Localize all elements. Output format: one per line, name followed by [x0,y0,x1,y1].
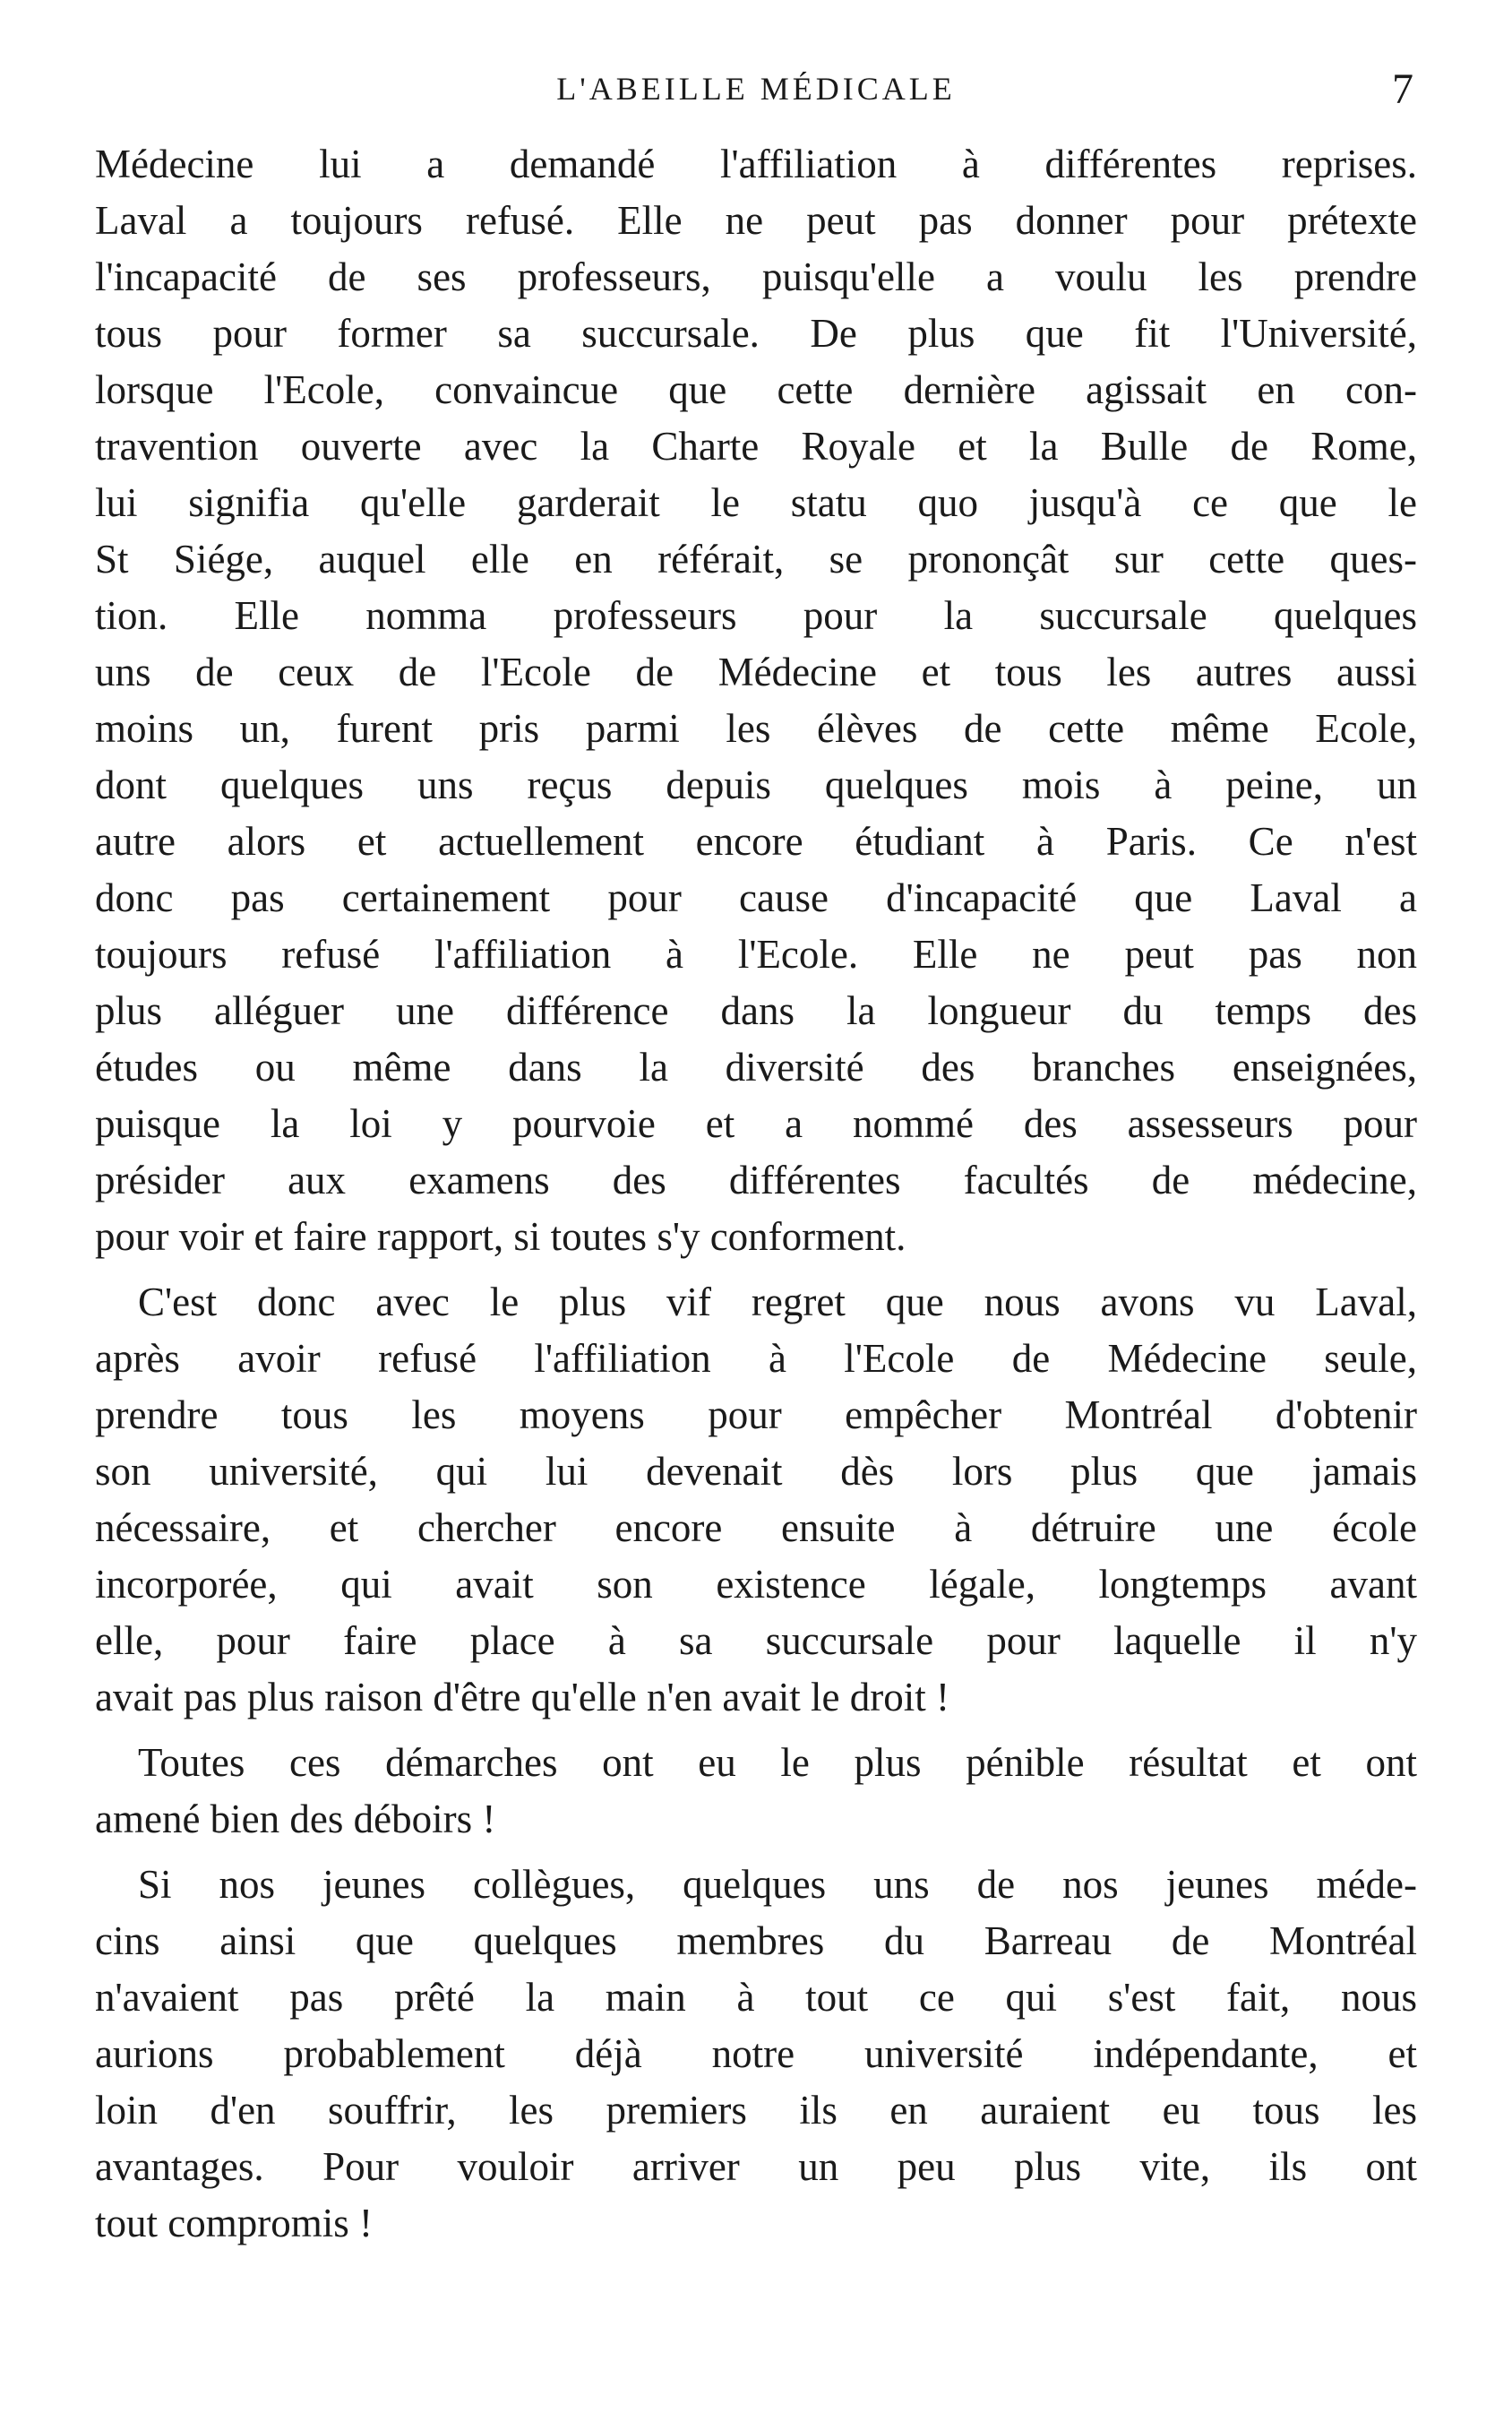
text-line: loin d'en souffrir, les premiers ils en auraient eu tous les [95,2088,1417,2133]
text-line: Médecine lui a demandé l'affiliation à différentes reprises. [95,142,1417,186]
running-head [0,65,1512,118]
text-line: plus alléguer une différence dans la longueur du temps des [95,988,1417,1033]
text-line: aurions probablement déjà notre université indépendante, et [95,2031,1417,2076]
text-line: puisque la loi y pourvoie et a nommé des assesseurs pour [95,1101,1417,1146]
text-line: C'est donc avec le plus vif regret que nous avons vu Laval, [138,1280,1417,1324]
text-line: pour voir et faire rapport, si toutes s'y conforment. [95,1214,906,1259]
text-line: avait pas plus raison d'être qu'elle n'en avait le droit ! [95,1675,950,1719]
text-line: n'avaient pas prêté la main à tout ce qui s'est fait, nous [95,1975,1417,2020]
running-title: L'ABEILLE MÉDICALE [556,71,956,107]
text-line: travention ouverte avec la Charte Royale et la Bulle de Rome, [95,424,1417,469]
text-line: autre alors et actuellement encore étudiant à Paris. Ce n'est [95,819,1417,864]
text-line: cins ainsi que quelques membres du Barreau de Montréal [95,1918,1417,1963]
text-line: amené bien des déboirs ! [95,1797,496,1841]
text-line: dont quelques uns reçus depuis quelques mois à peine, un [95,763,1417,807]
text-line: tout compromis ! [95,2201,373,2245]
text-line: donc pas certainement pour cause d'incapacité que Laval a [95,875,1417,920]
text-line: lorsque l'Ecole, convaincue que cette dernière agissait en con- [95,367,1417,412]
text-line: Toutes ces démarches ont eu le plus pénible résultat et ont [138,1740,1417,1785]
paragraph-3 [95,1735,1417,1848]
text-line: moins un, furent pris parmi les élèves de cette même Ecole, [95,706,1417,751]
text-line: lui signifia qu'elle garderait le statu quo jusqu'à ce que le [95,480,1417,525]
text-line: uns de ceux de l'Ecole de Médecine et tous les autres aussi [95,650,1417,694]
paragraph-4 [95,1857,1417,2252]
text-line: avantages. Pour vouloir arriver un peu plus vite, ils ont [95,2144,1417,2189]
text-line: après avoir refusé l'affiliation à l'Ecole de Médecine seule, [95,1336,1417,1381]
paragraph-2 [95,1274,1417,1726]
text-line: prendre tous les moyens pour empêcher Montréal d'obtenir [95,1392,1417,1437]
text-line: toujours refusé l'affiliation à l'Ecole. Elle ne peut pas non [95,932,1417,977]
text-line: Laval a toujours refusé. Elle ne peut pas donner pour prétexte [95,198,1417,243]
text-line: l'incapacité de ses professeurs, puisqu'elle a voulu les prendre [95,254,1417,299]
text-line: études ou même dans la diversité des branches enseignées, [95,1045,1417,1090]
text-line: tous pour former sa succursale. De plus que fit l'Université, [95,311,1417,356]
text-line: Si nos jeunes collègues, quelques uns de nos jeunes méde- [138,1862,1417,1907]
text-line: tion. Elle nomma professeurs pour la succursale quelques [95,593,1417,638]
paragraph-1 [95,136,1417,1265]
text-line: incorporée, qui avait son existence légale, longtemps avant [95,1562,1417,1607]
body-text [95,136,1417,2252]
text-line: elle, pour faire place à sa succursale pour laquelle il n'y [95,1618,1417,1663]
text-line: présider aux examens des différentes facultés de médecine, [95,1158,1417,1202]
page-number: 7 [1392,65,1413,113]
text-line: St Siége, auquel elle en référait, se prononçât sur cette ques- [95,537,1417,582]
text-line: son université, qui lui devenait dès lors plus que jamais [95,1449,1417,1494]
text-line: nécessaire, et chercher encore ensuite à détruire une école [95,1505,1417,1550]
